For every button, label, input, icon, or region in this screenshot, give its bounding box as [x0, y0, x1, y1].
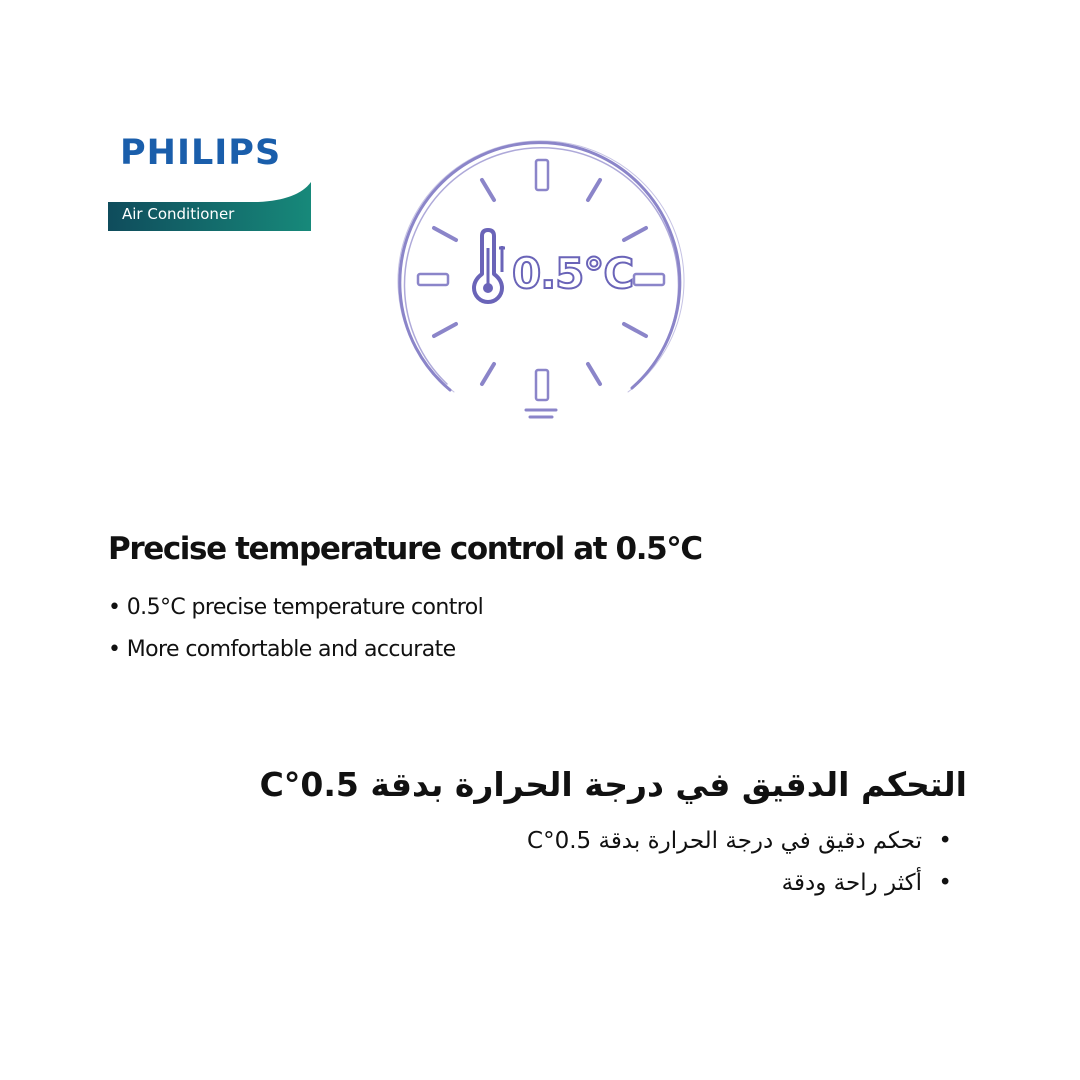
- english-bullet: • More comfortable and accurate: [108, 629, 483, 671]
- english-feature-list: [108, 587, 483, 671]
- arabic-bullet: • أكثر راحة ودقة: [527, 862, 952, 904]
- brand-subtitle: Air Conditioner: [122, 205, 235, 223]
- temperature-readout: 0.5°C: [512, 249, 634, 298]
- thermometer-icon: [474, 230, 505, 302]
- brand-wordmark: PHILIPS: [120, 133, 282, 173]
- temperature-dial: [390, 138, 690, 428]
- arabic-feature-list: [527, 820, 952, 904]
- english-heading: Precise temperature control at 0.5°C: [108, 531, 702, 567]
- brand-logo: [108, 128, 311, 231]
- arabic-heading: التحكم الدقيق في درجة الحرارة بدقة 0.5°C: [259, 765, 967, 804]
- arabic-bullet: • تحكم دقيق في درجة الحرارة بدقة 0.5°C: [527, 820, 952, 862]
- english-bullet: • 0.5°C precise temperature control: [108, 587, 483, 629]
